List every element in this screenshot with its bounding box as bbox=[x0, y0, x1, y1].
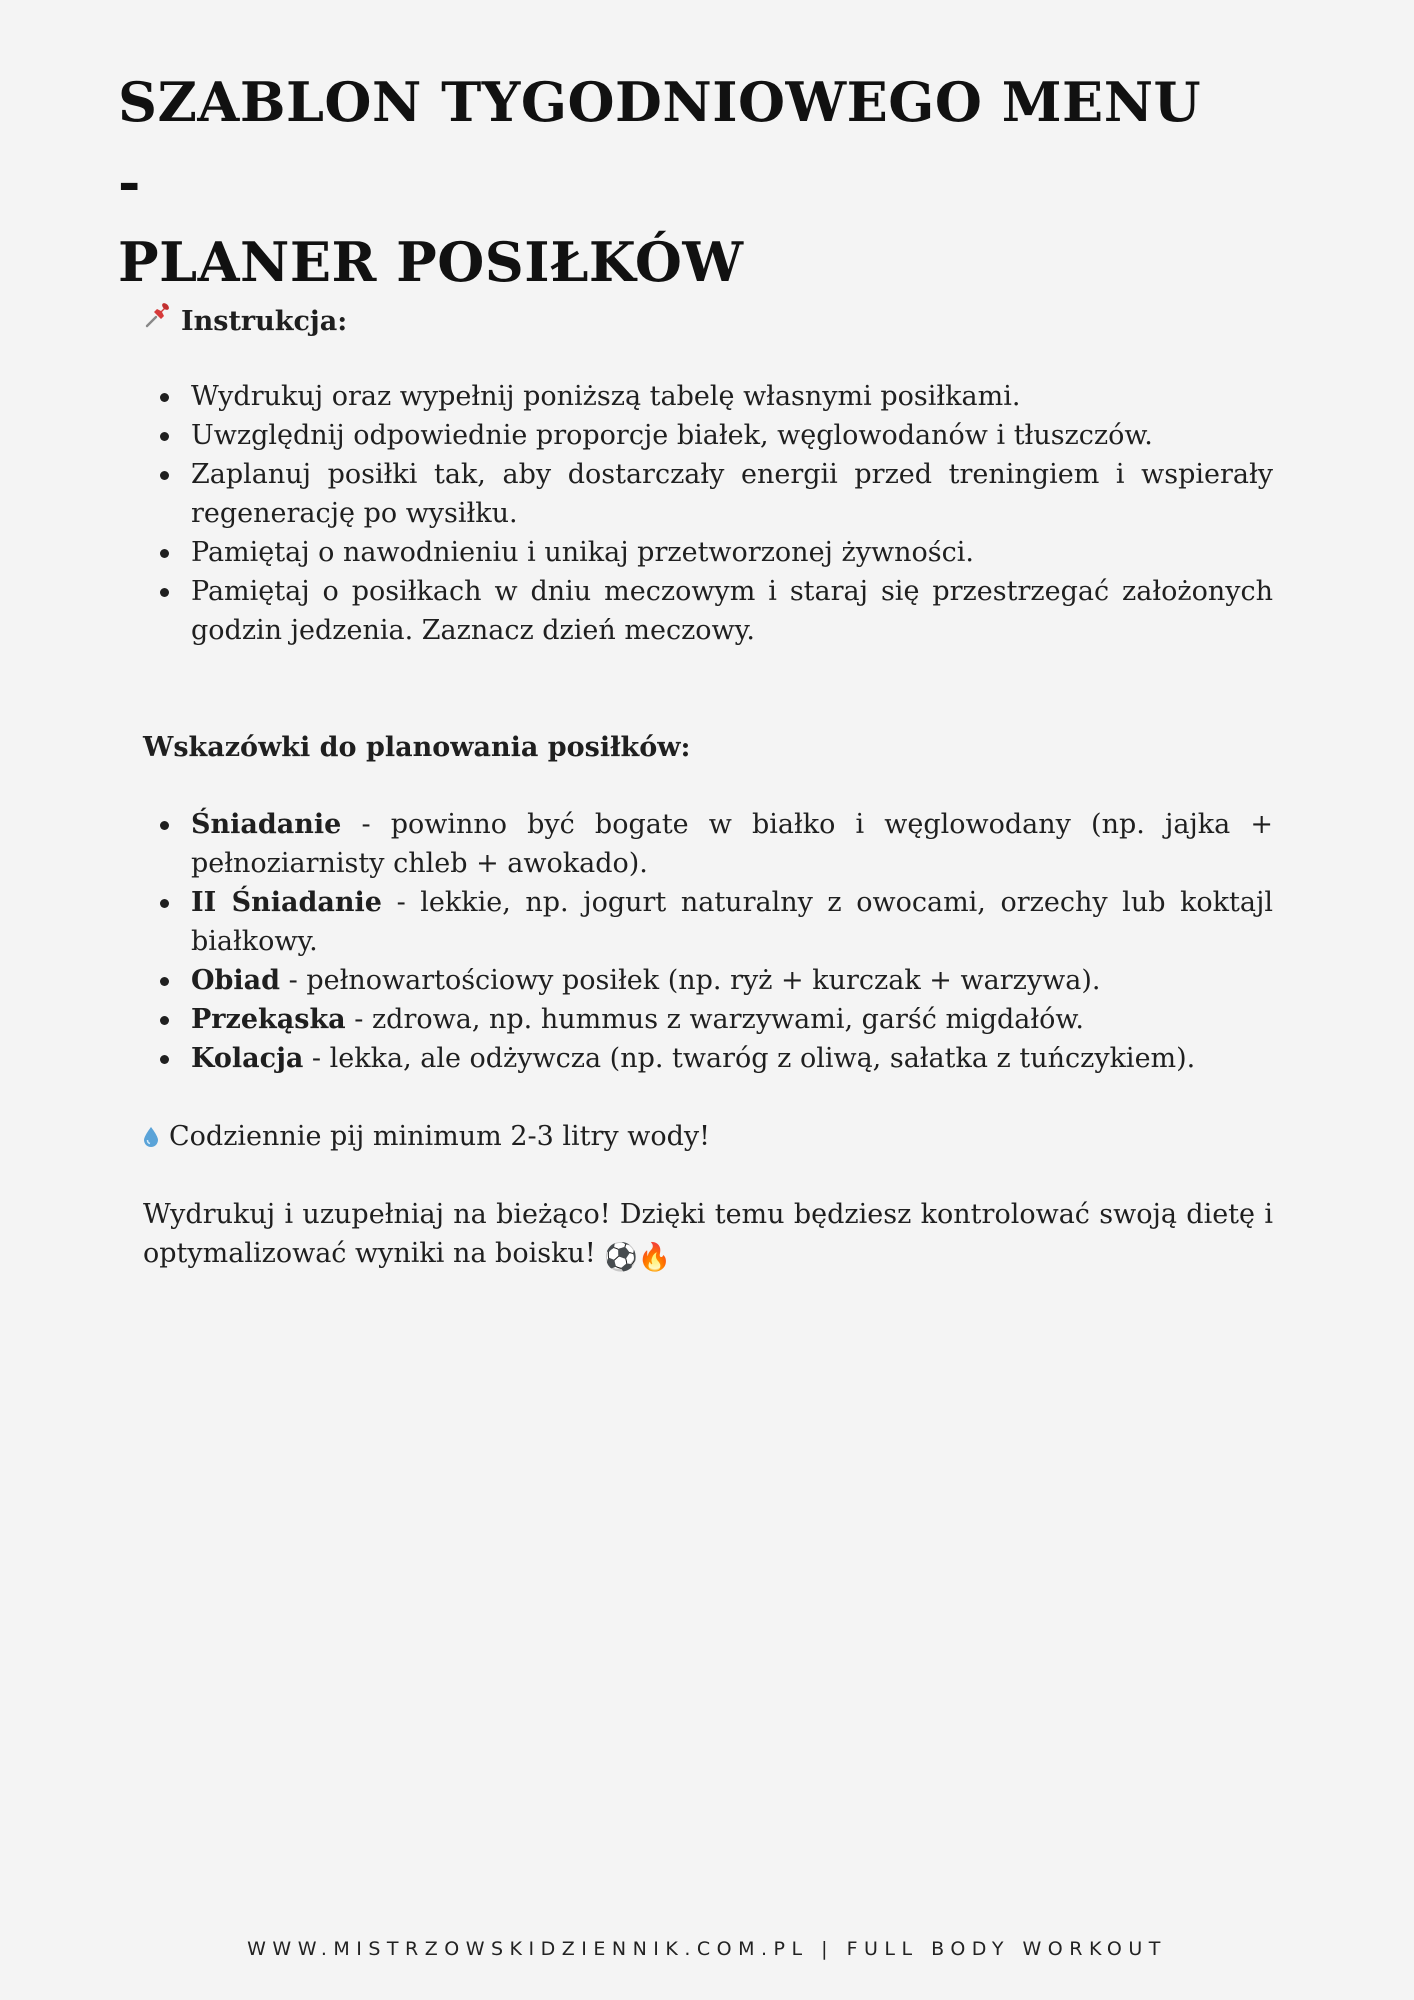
fire-icon: 🔥 bbox=[637, 1242, 672, 1273]
meal-name: Przekąska bbox=[191, 1004, 346, 1035]
closing-paragraph bbox=[143, 1195, 1273, 1277]
list-item bbox=[191, 805, 1273, 883]
list-item bbox=[191, 883, 1273, 961]
pushpin-icon bbox=[143, 300, 173, 341]
closing-text: Wydrukuj i uzupełniaj na bieżąco! Dzięki temu będziesz kontrolować swoją dietę i optymalizować wyniki na boisku! bbox=[143, 1199, 1273, 1269]
tips-list bbox=[143, 805, 1273, 1078]
meal-name: II Śniadanie bbox=[191, 887, 382, 918]
instructions-heading-label: Instrukcja: bbox=[181, 306, 348, 337]
list-item: Pamiętaj o posiłkach w dniu meczowym i staraj się przestrzegać założonych godzin jedzenia. Zaznacz dzień meczowy. bbox=[191, 572, 1273, 650]
water-note-text: Codziennie pij minimum 2-3 litry wody! bbox=[169, 1121, 711, 1152]
meal-name: Śniadanie bbox=[191, 809, 342, 840]
list-item bbox=[191, 1000, 1273, 1039]
list-item: Wydrukuj oraz wypełnij poniższą tabelę własnymi posiłkami. bbox=[191, 377, 1273, 416]
title-line-2: PLANER POSIŁKÓW bbox=[118, 230, 744, 294]
soccer-ball-icon: ⚽ bbox=[604, 1242, 638, 1273]
list-item: Zaplanuj posiłki tak, aby dostarczały energii przed treningiem i wspierały regenerację po wysiłku. bbox=[191, 455, 1273, 533]
meal-name: Kolacja bbox=[191, 1043, 304, 1074]
water-note bbox=[143, 1117, 1273, 1156]
meal-description: - pełnowartościowy posiłek (np. ryż + kurczak + warzywa). bbox=[280, 965, 1101, 996]
instructions-list bbox=[143, 377, 1273, 650]
list-item bbox=[191, 961, 1273, 1000]
page-title bbox=[118, 62, 1218, 302]
document-body bbox=[143, 300, 1273, 1304]
meal-description: - lekkie, np. jogurt naturalny z owocami, orzechy lub koktajl białkowy. bbox=[191, 887, 1273, 957]
meal-description: - powinno być bogate w białko i węglowodany (np. jajka + pełnoziarnisty chleb + awokado). bbox=[191, 809, 1273, 879]
title-line-1: SZABLON TYGODNIOWEGO MENU - bbox=[118, 70, 1202, 214]
meal-description: - zdrowa, np. hummus z warzywami, garść migdałów. bbox=[345, 1004, 1084, 1035]
footer: WWW.MISTRZOWSKIDZIENNIK.COM.PL | FULL BODY WORKOUT bbox=[247, 1938, 1167, 1960]
meal-name: Obiad bbox=[191, 965, 281, 996]
water-drop-icon bbox=[143, 1120, 159, 1142]
meal-description: - lekka, ale odżywcza (np. twaróg z oliwą, sałatka z tuńczykiem). bbox=[303, 1043, 1196, 1074]
list-item bbox=[191, 1039, 1273, 1078]
instructions-heading bbox=[143, 300, 1273, 339]
list-item: Pamiętaj o nawodnieniu i unikaj przetworzonej żywności. bbox=[191, 533, 1273, 572]
list-item: Uwzględnij odpowiednie proporcje białek, węglowodanów i tłuszczów. bbox=[191, 416, 1273, 455]
tips-heading: Wskazówki do planowania posiłków: bbox=[143, 732, 691, 763]
